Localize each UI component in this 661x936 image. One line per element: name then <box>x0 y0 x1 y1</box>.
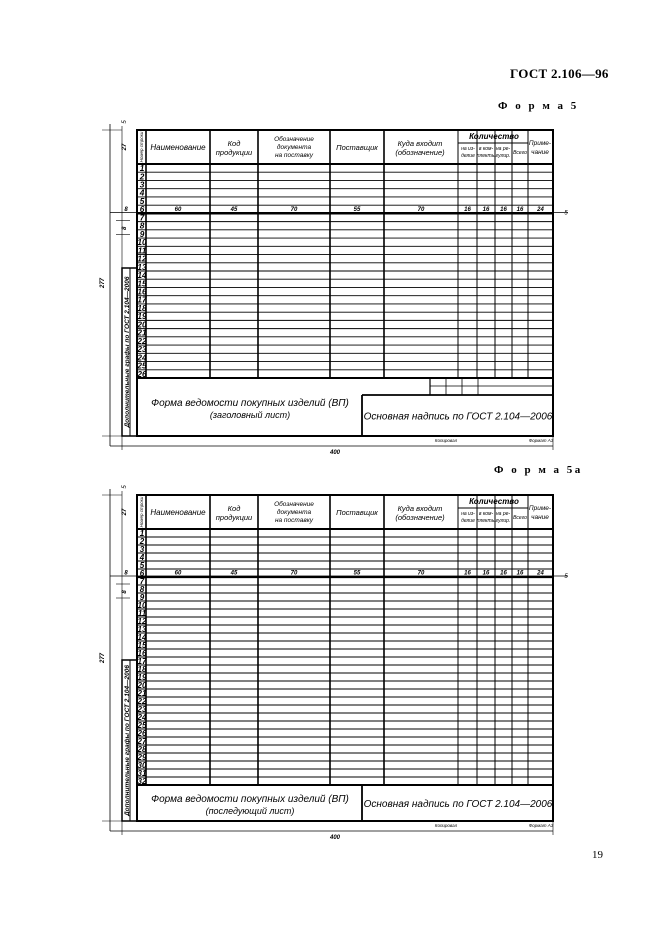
dimension-value: 5 <box>122 120 128 124</box>
dimension-value: 27 <box>122 508 128 516</box>
row-number: 26 <box>137 728 147 738</box>
dimension-value: 277 <box>100 652 106 664</box>
column-header-where: (обозначение) <box>395 513 445 522</box>
row-number: 3 <box>139 180 145 190</box>
row-number: 22 <box>137 336 147 346</box>
form-label: Ф о р м а 5 <box>498 100 579 112</box>
row-number: 27 <box>137 736 147 746</box>
dimension-value: 8 <box>124 206 128 213</box>
column-header-designation: Обозначение <box>274 136 314 143</box>
row-number: 11 <box>137 246 147 256</box>
row-number: 22 <box>137 696 147 706</box>
row-number: 16 <box>137 287 147 297</box>
row-number: 10 <box>137 600 147 610</box>
row-number: 24 <box>137 712 147 722</box>
column-header-supplier: Поставщик <box>336 508 378 517</box>
row-number: 14 <box>137 632 147 642</box>
column-header-code: продукции <box>215 148 253 157</box>
form-subtitle: (заголовный лист) <box>209 410 291 420</box>
column-header-qty-item: на из- <box>461 511 475 517</box>
dimension-value: 45 <box>230 570 238 577</box>
row-number: 2 <box>139 172 145 182</box>
row-number: 12 <box>137 616 147 626</box>
row-number: 7 <box>139 213 145 223</box>
row-number: 6 <box>139 205 145 215</box>
column-header-qty-item: делие <box>461 518 475 524</box>
row-number: 23 <box>137 345 147 355</box>
dimension-value: 55 <box>353 570 361 577</box>
dimension-value: 70 <box>290 206 298 213</box>
row-number: 5 <box>139 560 145 570</box>
row-number: 28 <box>137 744 147 754</box>
column-header-designation: документа <box>276 509 312 516</box>
row-number: 10 <box>137 238 147 248</box>
row-number: 14 <box>137 271 147 281</box>
column-header-qty-kit: в ком- <box>478 146 494 152</box>
row-number: 20 <box>137 680 147 690</box>
column-header-row-number: Номер строки <box>139 496 144 528</box>
column-header-qty-item: на из- <box>461 146 475 152</box>
form-subtitle: (последующий лист) <box>205 806 295 816</box>
dimension-value: 45 <box>230 206 238 213</box>
row-number: 20 <box>137 320 147 330</box>
column-header-row-number: Номер строки <box>139 131 144 163</box>
dimension-value: 16 <box>464 206 471 213</box>
dimension-value: 400 <box>329 835 341 841</box>
row-number: 17 <box>137 656 147 666</box>
dimension-value: 8 <box>124 570 128 577</box>
column-header-qty-kit: в ком- <box>478 511 494 517</box>
row-number: 24 <box>137 353 147 363</box>
row-number: 23 <box>137 704 147 714</box>
dimension-value: 70 <box>290 570 298 577</box>
column-header-supplier: Поставщик <box>336 143 378 152</box>
row-number: 9 <box>139 592 145 602</box>
dimension-value: 8 <box>122 226 128 231</box>
column-header-note: чание <box>531 149 549 156</box>
dimension-value: 16 <box>500 570 507 577</box>
sheet-frame <box>137 495 553 821</box>
row-number: 25 <box>137 720 147 730</box>
dimension-value: 27 <box>122 143 128 151</box>
row-number: 7 <box>139 576 145 586</box>
row-number: 18 <box>137 664 147 674</box>
dimension-value: 24 <box>537 570 544 577</box>
dimension-value: 16 <box>500 206 507 213</box>
row-number: 2 <box>139 536 145 546</box>
column-header-where: (обозначение) <box>395 148 445 157</box>
dimension-value: 8 <box>122 590 128 594</box>
row-number: 8 <box>139 584 145 594</box>
column-header-code: Код <box>227 504 241 513</box>
dimension-value: 5 <box>122 485 128 489</box>
row-number: 31 <box>137 768 147 778</box>
dimension-value: 70 <box>417 206 425 213</box>
row-number: 32 <box>137 776 147 786</box>
document-standard-title: ГОСТ 2.106—96 <box>510 66 609 81</box>
form-label: Ф о р м а 5а <box>494 464 583 476</box>
main-inscription-label: Основная надпись по ГОСТ 2.104—2006 <box>363 411 553 423</box>
column-header-where: Куда входит <box>397 504 443 513</box>
row-number: 16 <box>137 648 147 658</box>
page-number: 19 <box>592 849 603 861</box>
footer-copied: Копировал <box>434 823 458 828</box>
row-number: 26 <box>137 369 147 379</box>
row-number: 11 <box>137 608 147 618</box>
main-inscription-label: Основная надпись по ГОСТ 2.104—2006 <box>363 799 553 810</box>
footer-format: Формат А3 <box>528 438 554 443</box>
row-number: 1 <box>139 164 145 174</box>
column-header-designation: документа <box>276 144 312 151</box>
additional-columns-label: Дополнительные графы по ГОСТ 2.104—2006 <box>124 664 131 817</box>
row-number: 4 <box>139 552 145 562</box>
column-header-where: Куда входит <box>397 139 443 148</box>
column-header-name: Наименование <box>150 508 206 517</box>
row-number: 3 <box>139 544 145 554</box>
column-header-qty-total: Всего <box>513 515 527 521</box>
dimension-value: 5 <box>564 210 568 217</box>
column-header-designation: на поставку <box>274 152 314 159</box>
row-number: 21 <box>137 328 147 338</box>
dimension-value: 55 <box>353 206 361 213</box>
dimension-value: 70 <box>417 570 425 577</box>
row-number: 19 <box>137 312 147 322</box>
column-header-code: продукции <box>215 513 253 522</box>
row-number: 19 <box>137 672 147 682</box>
form-title: Форма ведомости покупных изделий (ВП) <box>151 794 349 805</box>
column-header-note: Приме- <box>528 505 552 512</box>
row-number: 12 <box>137 254 147 264</box>
row-number: 9 <box>139 229 145 239</box>
dimension-value: 5 <box>564 574 568 580</box>
column-header-qty-adjust: гулир. <box>495 153 511 159</box>
row-number: 25 <box>137 361 147 371</box>
column-header-designation: Обозначение <box>274 501 314 508</box>
column-header-qty-total: Всего <box>513 150 527 156</box>
row-number: 15 <box>137 640 147 650</box>
dimension-value: 24 <box>537 206 544 213</box>
form-title: Форма ведомости покупных изделий (ВП) <box>151 398 349 409</box>
row-number: 6 <box>139 568 145 578</box>
column-header-qty-adjust: гулир. <box>495 518 511 524</box>
row-number: 13 <box>137 262 147 272</box>
column-header-qty-adjust: на ре- <box>495 511 511 517</box>
column-header-qty-kit: плекты <box>476 518 496 524</box>
column-header-note: Приме- <box>528 140 552 147</box>
dimension-value: 60 <box>174 570 182 577</box>
row-number: 8 <box>139 221 145 231</box>
column-header-qty-adjust: на ре- <box>495 146 511 152</box>
footer-format: Формат А3 <box>528 823 554 828</box>
column-header-designation: на поставку <box>274 517 314 524</box>
row-number: 15 <box>137 279 147 289</box>
row-number: 30 <box>137 760 147 770</box>
column-header-quantity: Количество <box>469 497 519 506</box>
dimension-value: 16 <box>482 206 490 213</box>
dimension-value: 16 <box>516 570 524 577</box>
additional-columns-label: Дополнительные графы по ГОСТ 2.104—2006 <box>124 276 131 428</box>
row-number: 17 <box>137 295 147 305</box>
column-header-qty-kit: плекты <box>476 153 496 159</box>
row-number: 13 <box>137 624 147 634</box>
dimension-value: 60 <box>174 206 182 213</box>
row-number: 5 <box>139 196 145 206</box>
dimension-value: 16 <box>464 570 471 577</box>
row-number: 29 <box>137 752 147 762</box>
row-number: 18 <box>137 303 147 313</box>
dimension-value: 16 <box>482 570 490 577</box>
footer-copied: Копировал <box>434 438 458 443</box>
column-header-name: Наименование <box>150 143 206 152</box>
column-header-quantity: Количество <box>469 132 519 141</box>
column-header-code: Код <box>227 139 241 148</box>
row-number: 4 <box>139 188 145 198</box>
dimension-value: 277 <box>100 277 106 289</box>
column-header-qty-item: делие <box>461 153 475 159</box>
dimension-value: 400 <box>329 450 341 456</box>
dimension-value: 16 <box>516 206 524 213</box>
row-number: 1 <box>139 528 145 538</box>
row-number: 21 <box>137 688 147 698</box>
column-header-note: чание <box>531 514 549 521</box>
